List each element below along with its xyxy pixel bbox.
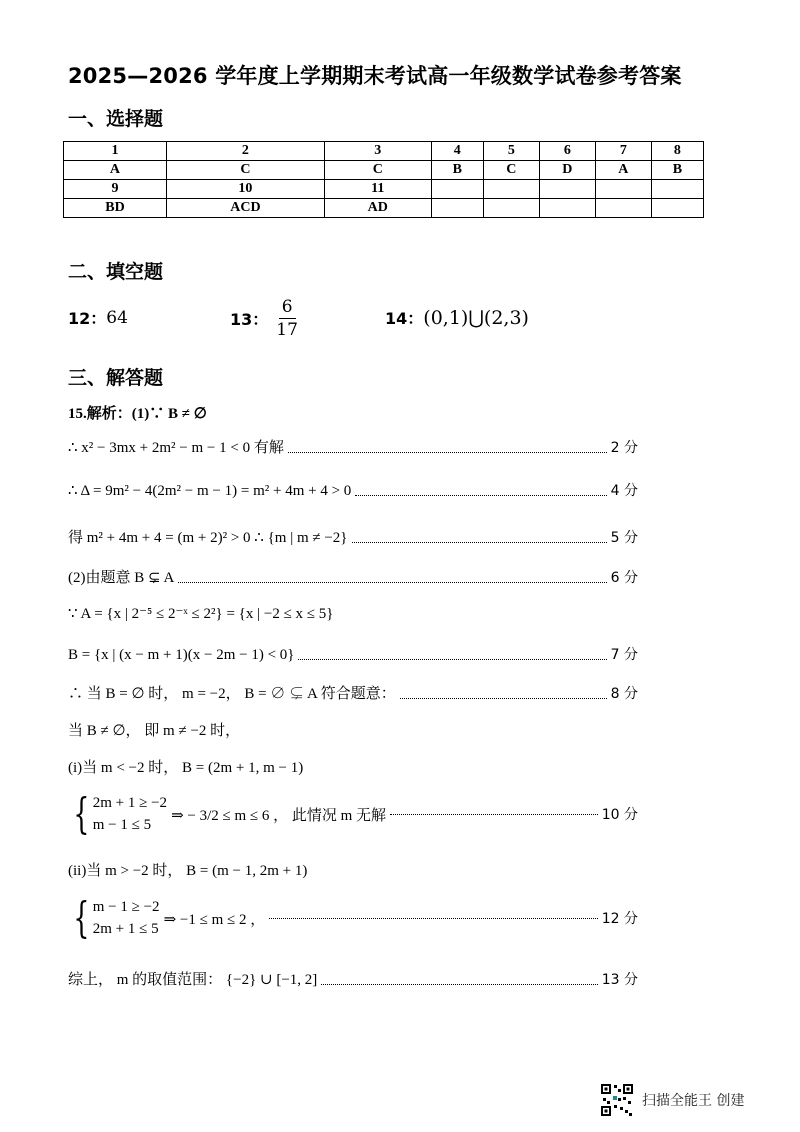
table-row <box>64 161 704 180</box>
q13-numerator: 6 <box>279 296 296 319</box>
table-cell <box>539 199 595 218</box>
inequality-system-2 <box>68 893 638 942</box>
solution-line <box>68 436 638 457</box>
line-text: (2)由题意 B ⊊ A <box>68 570 175 586</box>
leader-dots <box>355 495 606 496</box>
table-cell <box>431 199 483 218</box>
table-cell: C <box>324 161 431 180</box>
table-cell <box>651 199 703 218</box>
table-cell: 3 <box>324 142 431 161</box>
q13-denominator: 17 <box>276 320 298 340</box>
system-result: ⇒ −1 ≤ m ≤ 2 ， <box>163 911 266 928</box>
table-cell <box>595 180 651 199</box>
leader-dots <box>400 698 607 699</box>
table-cell: C <box>483 161 539 180</box>
q14-label: 14： <box>385 309 424 328</box>
points-label: 10 分 <box>601 807 638 823</box>
q14-answer: (0,1)⋃(2,3) <box>423 306 529 329</box>
system-result: ⇒ − 3/2 ≤ m ≤ 6 ， 此情况 m 无解 <box>171 807 387 824</box>
table-cell: 5 <box>483 142 539 161</box>
scanner-label: 扫描全能王 创建 <box>642 1093 745 1109</box>
table-cell: A <box>64 161 167 180</box>
solution-line <box>68 968 638 989</box>
table-cell: D <box>539 161 595 180</box>
leader-dots <box>298 659 606 660</box>
fill-q13 <box>230 296 298 341</box>
table-cell <box>651 180 703 199</box>
line-text: ∴ x² − 3mx + 2m² − m − 1 < 0 有解 <box>68 440 284 456</box>
section-heading-blank: 二、填空题 <box>68 261 164 283</box>
inequality-system-1 <box>68 789 638 838</box>
system-rows <box>93 896 160 940</box>
table-cell <box>483 180 539 199</box>
table-cell: 11 <box>324 180 431 199</box>
solution-line <box>68 644 638 664</box>
points-label: 5 分 <box>610 530 638 546</box>
line-text: ∴ 当 B = ∅ 时， m = −2， B = ∅ ⊊ A 符合题意： <box>68 686 396 702</box>
solution-text: ∵ A = {x | 2⁻⁵ ≤ 2⁻ˣ ≤ 2²} = {x | −2 ≤ x ≤ 5} <box>68 606 334 622</box>
table-cell: 4 <box>431 142 483 161</box>
brace-glyph: { <box>73 789 90 838</box>
table-cell: 1 <box>64 142 167 161</box>
leader-dots <box>269 918 598 919</box>
leader-dots <box>321 984 597 985</box>
table-cell: C <box>166 161 324 180</box>
line-text: 综上， m 的取值范围： {−2} ∪ [−1, 2] <box>68 972 318 988</box>
points-label: 2 分 <box>610 440 638 456</box>
leader-dots <box>352 542 607 543</box>
table-cell: ACD <box>166 199 324 218</box>
q15-head: 15.解析：(1)∵ B ≠ ∅ <box>68 406 207 422</box>
table-cell: B <box>651 161 703 180</box>
points-label: 4 分 <box>610 483 638 499</box>
solution-line <box>68 480 638 500</box>
section-heading-solve: 三、解答题 <box>68 367 164 389</box>
line-text: 得 m² + 4m + 4 = (m + 2)² > 0 ∴ {m | m ≠ −2} <box>68 530 348 546</box>
table-cell: 9 <box>64 180 167 199</box>
q12-label: 12： <box>68 309 107 328</box>
leader-dots <box>390 814 598 815</box>
table-cell: 7 <box>595 142 651 161</box>
fill-q12 <box>68 306 128 329</box>
answer-table <box>63 141 704 218</box>
q13-fraction <box>276 296 298 341</box>
table-cell: A <box>595 161 651 180</box>
table-cell: 10 <box>166 180 324 199</box>
system-row: 2m + 1 ≥ −2 <box>92 795 168 811</box>
brace-glyph: { <box>73 893 90 942</box>
points-label: 6 分 <box>610 570 638 586</box>
scanner-watermark <box>600 1083 744 1117</box>
table-cell: AD <box>324 199 431 218</box>
points-label: 7 分 <box>610 647 638 663</box>
leader-dots <box>178 582 606 583</box>
solution-text: (ii)当 m > −2 时， B = (m − 1, 2m + 1) <box>68 863 308 879</box>
table-cell: 8 <box>651 142 703 161</box>
solution-line <box>68 566 638 587</box>
table-cell <box>595 199 651 218</box>
system-row: m − 1 ≤ 5 <box>92 817 152 833</box>
table-cell: BD <box>64 199 167 218</box>
points-label: 13 分 <box>601 972 638 988</box>
table-cell: 2 <box>166 142 324 161</box>
solution-line <box>68 526 638 547</box>
table-row <box>64 180 704 199</box>
points-label: 8 分 <box>610 686 638 702</box>
solution-text: (i)当 m < −2 时， B = (2m + 1, m − 1) <box>68 760 304 776</box>
line-text: B = {x | (x − m + 1)(x − 2m − 1) < 0} <box>68 647 295 663</box>
solution-text: 当 B ≠ ∅， 即 m ≠ −2 时， <box>68 723 241 739</box>
q12-answer: 64 <box>106 307 128 328</box>
leader-dots <box>288 452 607 453</box>
section-heading-choice: 一、选择题 <box>68 108 164 130</box>
system-row: 2m + 1 ≤ 5 <box>92 921 159 937</box>
q13-label: 13： <box>230 310 269 329</box>
table-cell <box>483 199 539 218</box>
system-rows <box>93 792 167 836</box>
line-text: ∴ Δ = 9m² − 4(2m² − m − 1) = m² + 4m + 4 > 0 <box>68 483 352 499</box>
table-row <box>64 199 704 218</box>
points-label: 12 分 <box>601 911 638 927</box>
table-cell: 6 <box>539 142 595 161</box>
table-cell <box>539 180 595 199</box>
qr-code-icon <box>600 1083 634 1117</box>
solution-line <box>68 682 638 703</box>
page-title: 2025—2026 学年度上学期期末考试高一年级数学试卷参考答案 <box>68 64 682 88</box>
fill-q14 <box>385 306 529 329</box>
table-cell <box>431 180 483 199</box>
system-row: m − 1 ≥ −2 <box>92 899 160 915</box>
table-cell: B <box>431 161 483 180</box>
table-row <box>64 142 704 161</box>
